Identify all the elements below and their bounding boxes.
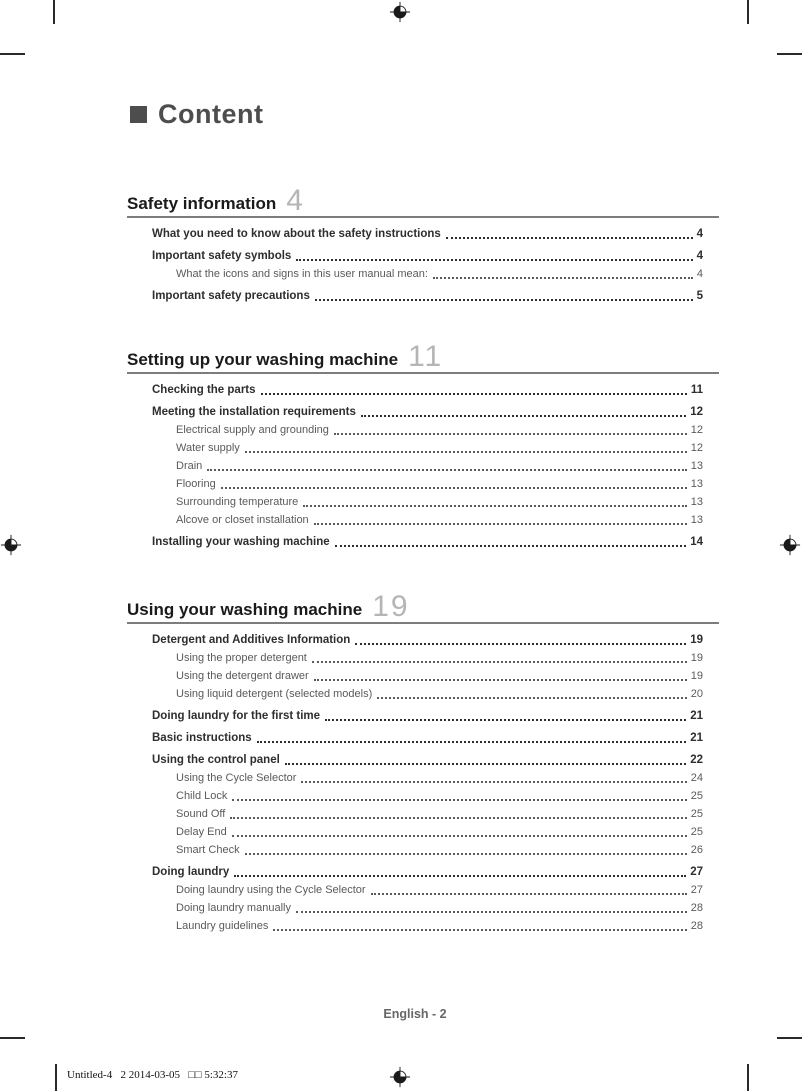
toc-entry-label: Flooring	[176, 477, 216, 490]
toc-entry	[127, 864, 703, 880]
dotted-leader	[377, 697, 686, 699]
toc-entry-label: Electrical supply and grounding	[176, 423, 329, 436]
toc-entry-label: Delay End	[176, 825, 227, 838]
toc-entry	[127, 752, 703, 768]
dotted-leader	[285, 763, 686, 765]
dotted-leader	[334, 433, 687, 435]
dotted-leader	[433, 277, 693, 279]
toc-entry-page: 25	[690, 807, 703, 820]
toc-entry	[127, 382, 703, 398]
toc-entry	[127, 494, 703, 510]
dotted-leader	[303, 505, 686, 507]
toc-entry	[127, 806, 703, 822]
crop-mark-top-right-vertical	[747, 0, 749, 24]
toc-entry	[127, 440, 703, 456]
dotted-leader	[232, 799, 686, 801]
dotted-leader	[301, 781, 686, 783]
dotted-leader	[361, 415, 686, 417]
toc-entry-label: Doing laundry manually	[176, 901, 291, 914]
crop-mark-bottom-left-vertical	[55, 1064, 57, 1091]
section-title: Using your washing machine	[127, 599, 363, 619]
dotted-leader	[446, 237, 693, 239]
toc-entry-page: 13	[690, 477, 703, 490]
registration-mark-icon	[389, 1, 411, 23]
registration-mark-icon	[779, 534, 801, 556]
toc-entry-label: Drain	[176, 459, 203, 472]
dotted-leader	[312, 661, 687, 663]
toc-entry-page: 12	[690, 441, 703, 454]
page-footer: English - 2	[383, 1007, 447, 1021]
crop-mark-bottom-left-horizontal	[0, 1037, 25, 1039]
toc-entry	[127, 422, 703, 438]
toc-entry-page: 19	[690, 651, 703, 664]
toc-entry-label: Using the Cycle Selector	[176, 771, 297, 784]
dotted-leader	[335, 545, 687, 547]
toc-entry-page: 26	[690, 843, 703, 856]
toc-entry-label: Using the detergent drawer	[176, 669, 309, 682]
toc-entry	[127, 686, 703, 702]
toc-entry-label: Doing laundry using the Cycle Selector	[176, 883, 366, 896]
section-setting-up	[127, 340, 719, 550]
toc-entry	[127, 730, 703, 746]
dotted-leader	[207, 469, 686, 471]
toc-entry-label: Detergent and Additives Information	[152, 633, 351, 646]
section-header	[127, 184, 719, 218]
dotted-leader	[355, 643, 686, 645]
toc-entry-page: 11	[690, 383, 703, 396]
toc-entry-page: 21	[690, 731, 703, 744]
toc-entry	[127, 770, 703, 786]
dotted-leader	[234, 875, 686, 877]
toc-entry-label: Water supply	[176, 441, 240, 454]
toc-entry-page: 13	[690, 513, 703, 526]
toc-entry-page: 20	[690, 687, 703, 700]
toc-list	[127, 624, 719, 934]
dotted-leader	[261, 393, 687, 395]
section-safety-information	[127, 184, 719, 304]
toc-entry-label: Laundry guidelines	[176, 919, 269, 932]
toc-entry-label: Sound Off	[176, 807, 226, 820]
toc-entry-page: 28	[690, 919, 703, 932]
toc-entry	[127, 248, 703, 264]
dotted-leader	[221, 487, 687, 489]
toc-entry-label: Using the proper detergent	[176, 651, 307, 664]
registration-mark-icon	[0, 534, 22, 556]
dotted-leader	[371, 893, 687, 895]
toc-entry-label: Smart Check	[176, 843, 240, 856]
dotted-leader	[230, 817, 686, 819]
printer-imprint: Untitled-4 2 2014-03-05 □□ 5:32:37	[67, 1069, 238, 1081]
toc-entry-page: 27	[690, 883, 703, 896]
dotted-leader	[257, 741, 687, 743]
section-header	[127, 590, 719, 624]
toc-entry-label: What you need to know about the safety instructions	[152, 227, 441, 240]
toc-entry	[127, 668, 703, 684]
toc-entry	[127, 288, 703, 304]
toc-entry-page: 4	[696, 249, 703, 262]
toc-entry-page: 19	[690, 633, 703, 646]
crop-mark-top-left-vertical	[53, 0, 55, 24]
toc-entry-page: 14	[690, 535, 703, 548]
toc-entry-label: Using liquid detergent (selected models)	[176, 687, 373, 700]
toc-entry	[127, 824, 703, 840]
toc-entry	[127, 512, 703, 528]
toc-entry	[127, 458, 703, 474]
dotted-leader	[314, 523, 687, 525]
section-using	[127, 590, 719, 934]
toc-entry	[127, 708, 703, 724]
toc-entry	[127, 534, 703, 550]
crop-mark-bottom-right-vertical	[747, 1064, 749, 1091]
crop-mark-top-left-horizontal	[0, 53, 25, 55]
toc-entry-label: Basic instructions	[152, 731, 252, 744]
dotted-leader	[245, 853, 687, 855]
section-page-number: 11	[408, 340, 444, 373]
toc-entry	[127, 900, 703, 916]
toc-entry-page: 28	[690, 901, 703, 914]
page-title	[130, 101, 263, 128]
section-title: Setting up your washing machine	[127, 349, 399, 369]
dotted-leader	[325, 719, 686, 721]
toc-entry-page: 13	[690, 495, 703, 508]
section-page-number: 4	[286, 184, 305, 217]
toc-entry	[127, 918, 703, 934]
toc-entry-page: 24	[690, 771, 703, 784]
toc-entry-page: 4	[696, 267, 703, 280]
toc-entry-label: Meeting the installation requirements	[152, 405, 356, 418]
dotted-leader	[296, 259, 692, 261]
toc-entry	[127, 632, 703, 648]
toc-entry-page: 25	[690, 825, 703, 838]
dotted-leader	[314, 679, 687, 681]
toc-entry-label: Installing your washing machine	[152, 535, 330, 548]
toc-entry-page: 27	[690, 865, 703, 878]
toc-entry-page: 21	[690, 709, 703, 722]
toc-entry-page: 19	[690, 669, 703, 682]
section-header	[127, 340, 719, 374]
toc-entry-label: Doing laundry	[152, 865, 230, 878]
toc-entry-label: What the icons and signs in this user manual mean:	[176, 267, 428, 280]
toc-entry-page: 12	[690, 423, 703, 436]
square-bullet-icon	[130, 106, 147, 123]
toc-entry-page: 13	[690, 459, 703, 472]
toc-entry	[127, 882, 703, 898]
toc-entry	[127, 842, 703, 858]
section-title: Safety information	[127, 193, 277, 213]
toc-entry-label: Alcove or closet installation	[176, 513, 309, 526]
toc-entry	[127, 788, 703, 804]
registration-mark-icon	[389, 1066, 411, 1088]
crop-mark-top-right-horizontal	[777, 53, 802, 55]
toc-entry	[127, 476, 703, 492]
page-title-text: Content	[158, 99, 264, 129]
dotted-leader	[273, 929, 686, 931]
toc-entry	[127, 266, 703, 282]
crop-mark-bottom-right-horizontal	[777, 1037, 802, 1039]
toc-list	[127, 374, 719, 550]
toc-entry-label: Important safety precautions	[152, 289, 310, 302]
toc-entry-page: 5	[696, 289, 703, 302]
toc-entry	[127, 226, 703, 242]
toc-list	[127, 218, 719, 304]
toc-entry-page: 4	[696, 227, 703, 240]
toc-entry-label: Important safety symbols	[152, 249, 292, 262]
toc-entry-label: Child Lock	[176, 789, 228, 802]
dotted-leader	[245, 451, 687, 453]
toc-entry-label: Doing laundry for the first time	[152, 709, 321, 722]
dotted-leader	[315, 299, 693, 301]
toc-entry-page: 25	[690, 789, 703, 802]
toc-entry-label: Surrounding temperature	[176, 495, 299, 508]
dotted-leader	[296, 911, 687, 913]
toc-entry-page: 22	[690, 753, 703, 766]
toc-entry	[127, 650, 703, 666]
toc-entry-label: Checking the parts	[152, 383, 256, 396]
toc-entry	[127, 404, 703, 420]
section-page-number: 19	[372, 590, 410, 623]
dotted-leader	[232, 835, 687, 837]
toc-entry-page: 12	[690, 405, 703, 418]
toc-entry-label: Using the control panel	[152, 753, 280, 766]
